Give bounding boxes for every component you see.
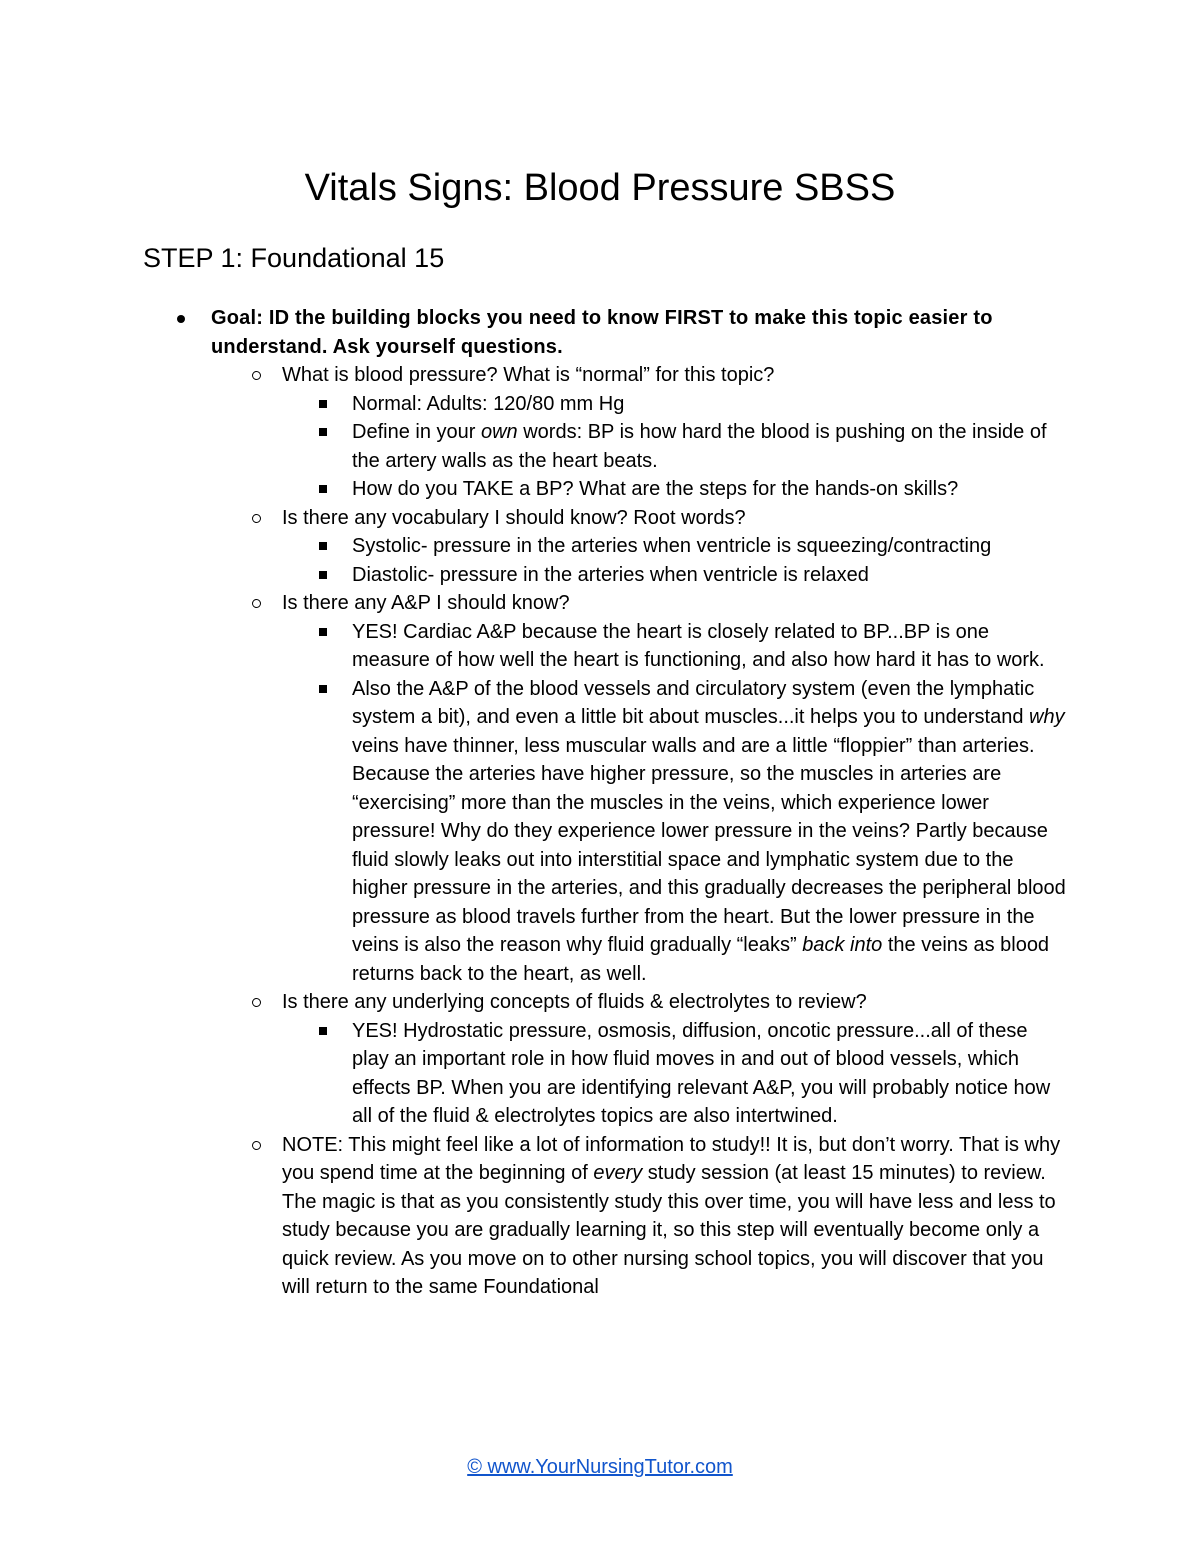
answer-text: Also the A&P of the blood vessels and circulatory system (even the lymphatic system a bit), and even a little bit about muscles...it helps you to understand why veins have thinner, less muscular walls and are a little “floppier” than arteries. Because the arteries have higher pressure, so the muscles in arteries are “exercising” more than the muscles in the veins, which experience lower pressure! Why do they experience lower pressure in the veins? Partly because fluid slowly leaks out into interstitial space and lymphatic system due to the higher pressure in the arteries, and this gradually decreases the peripheral blood pressure as blood travels further from the heart. But the lower pressure in the veins is also the reason why fluid gradually “leaks” back into the veins as blood returns back to the heart, as well.: [352, 677, 1066, 985]
square-bullet-icon: [319, 485, 327, 493]
answer-item: [352, 390, 1067, 419]
square-bullet-icon: [319, 685, 327, 693]
answer-list: [352, 1017, 1067, 1131]
answer-list: [352, 532, 1067, 589]
answer-item: [352, 475, 1067, 504]
step-heading: STEP 1: Foundational 15: [143, 243, 445, 273]
hollow-bullet-icon: [252, 514, 261, 523]
question-item: [282, 589, 1072, 988]
answer-item: [352, 675, 1067, 989]
question-item: [282, 988, 1072, 1131]
hollow-bullet-icon: [252, 1141, 261, 1150]
question-list: [282, 361, 1072, 1302]
answer-text: Diastolic- pressure in the arteries when ventricle is relaxed: [352, 563, 869, 586]
answer-item: [352, 532, 1067, 561]
footer: [0, 1454, 1200, 1480]
question-item: [282, 361, 1072, 504]
question-text: Is there any vocabulary I should know? Root words?: [282, 506, 746, 529]
note-text: NOTE: This might feel like a lot of information to study!! It is, but don’t worry. That is why you spend time at the beginning of every study session (at least 15 minutes) to review. The magic is that as you consistently study this over time, you will have less and less to study because you are gradually learning it, so this step will eventually become only a quick review. As you move on to other nursing school topics, you will discover that you will return to the same Foundational: [282, 1133, 1061, 1298]
square-bullet-icon: [319, 400, 327, 408]
question-text: Is there any A&P I should know?: [282, 592, 570, 614]
note-item: [282, 1131, 1072, 1302]
square-bullet-icon: [319, 542, 327, 550]
square-bullet-icon: [319, 1027, 327, 1035]
square-bullet-icon: [319, 571, 327, 579]
answer-text: How do you TAKE a BP? What are the steps for the hands-on skills?: [352, 478, 959, 500]
answer-list: [352, 390, 1067, 504]
answer-item: [352, 1017, 1067, 1131]
answer-text: Systolic- pressure in the arteries when ventricle is squeezing/contracting: [352, 535, 992, 557]
square-bullet-icon: [319, 428, 327, 436]
question-item: [282, 504, 1072, 590]
question-text: What is blood pressure? What is “normal” for this topic?: [282, 364, 775, 386]
answer-item: [352, 418, 1067, 475]
footer-link[interactable]: © www.YourNursingTutor.com: [467, 1456, 733, 1478]
answer-text: Normal: Adults: 120/80 mm Hg: [352, 392, 625, 415]
answer-item: [352, 618, 1067, 675]
answer-text: Define in your own words: BP is how hard the blood is pushing on the inside of the artery walls as the heart beats.: [352, 421, 1047, 472]
goal-item: [211, 304, 1071, 361]
answer-text: YES! Hydrostatic pressure, osmosis, diffusion, oncotic pressure...all of these play an important role in how fluid moves in and out of blood vessels, which effects BP. When you are identifying relevant A&P, you will probably notice how all of the fluid & electrolytes topics are also intertwined.: [352, 1019, 1051, 1127]
filled-bullet-icon: [177, 315, 185, 323]
answer-item: [352, 561, 1067, 590]
hollow-bullet-icon: [252, 371, 261, 380]
hollow-bullet-icon: [252, 599, 261, 608]
answer-list: [352, 618, 1067, 989]
document-title: Vitals Signs: Blood Pressure SBSS: [304, 167, 896, 209]
square-bullet-icon: [319, 628, 327, 636]
answer-text: YES! Cardiac A&P because the heart is closely related to BP...BP is one measure of how well the heart is functioning, and also how hard it has to work.: [352, 620, 1045, 671]
goal-text: Goal: ID the building blocks you need to know FIRST to make this topic easier to understand. Ask yourself questions.: [211, 307, 993, 358]
question-text: Is there any underlying concepts of fluids & electrolytes to review?: [282, 991, 867, 1013]
hollow-bullet-icon: [252, 998, 261, 1007]
